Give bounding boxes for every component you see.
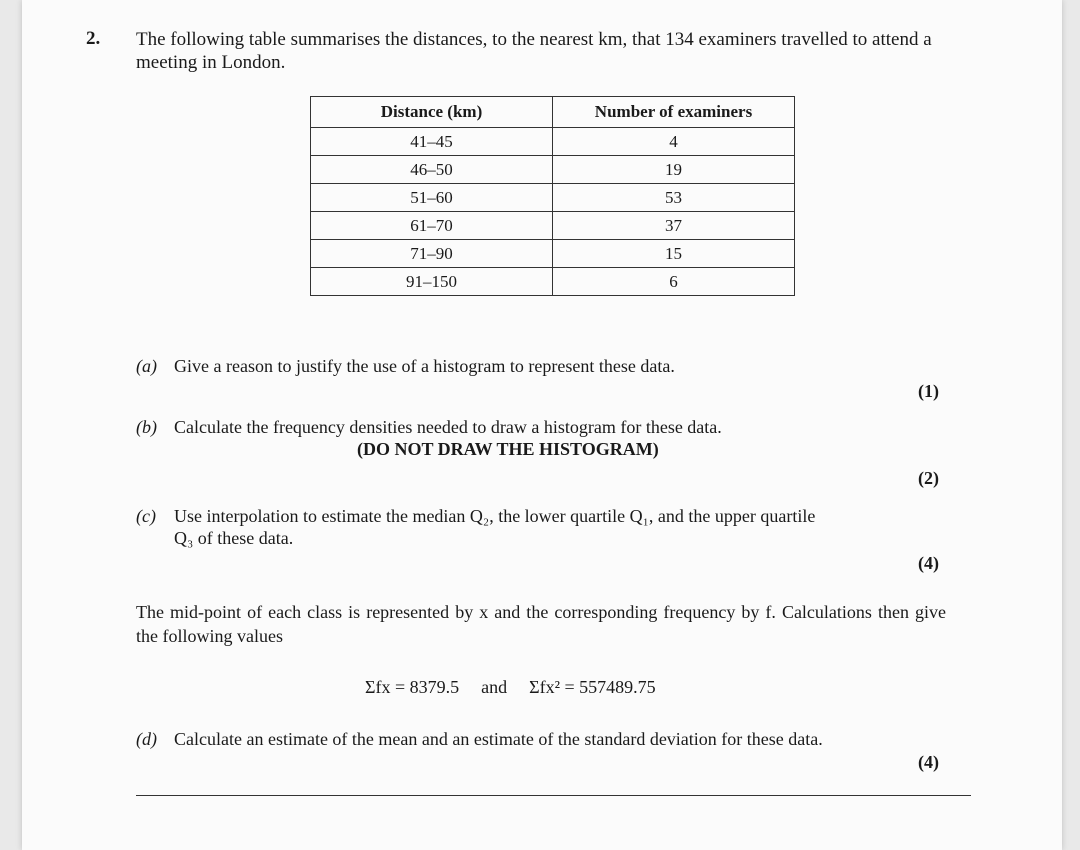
distance-cell: 46–50 [311, 156, 553, 184]
table-row [311, 156, 795, 184]
distance-table [310, 96, 795, 296]
header-examiners: Number of examiners [553, 97, 795, 128]
count-cell: 37 [553, 212, 795, 240]
part-c-marks: (4) [918, 553, 939, 573]
table-row [311, 240, 795, 268]
table-row [311, 184, 795, 212]
count-cell: 6 [553, 268, 795, 296]
part-c-label: (c) [136, 506, 156, 526]
part-c-text-line2: Q₃ of these data. [174, 528, 294, 548]
table-row [311, 128, 795, 156]
part-a-marks: (1) [918, 381, 939, 401]
midpoint-paragraph: The mid-point of each class is represented by x and the corresponding frequency by f. Calculations then give the following values [136, 602, 946, 646]
bottom-rule [136, 795, 971, 796]
count-cell: 15 [553, 240, 795, 268]
sum-and: and [481, 677, 508, 697]
part-a-text: Give a reason to justify the use of a histogram to represent these data. [174, 356, 675, 376]
table-row [311, 212, 795, 240]
table-header-row [311, 97, 795, 128]
part-a-label: (a) [136, 356, 157, 376]
count-cell: 53 [553, 184, 795, 212]
part-b-note: (DO NOT DRAW THE HISTOGRAM) [357, 439, 659, 459]
part-b-marks: (2) [918, 468, 939, 488]
count-cell: 4 [553, 128, 795, 156]
distance-cell: 51–60 [311, 184, 553, 212]
part-d-marks: (4) [918, 752, 939, 772]
sum-fx2: Σfx² = 557489.75 [529, 677, 656, 697]
distance-cell: 91–150 [311, 268, 553, 296]
count-cell: 19 [553, 156, 795, 184]
header-distance: Distance (km) [311, 97, 553, 128]
sums-line [365, 677, 656, 698]
question-intro: The following table summarises the distances, to the nearest km, that 134 examiners travelled to attend a meeting in London. [136, 29, 932, 73]
part-d-label: (d) [136, 729, 157, 749]
sum-fx: Σfx = 8379.5 [365, 677, 460, 697]
part-d-text: Calculate an estimate of the mean and an estimate of the standard deviation for these data. [174, 729, 823, 749]
distance-cell: 61–70 [311, 212, 553, 240]
distance-cell: 71–90 [311, 240, 553, 268]
table-row [311, 268, 795, 296]
part-b-text: Calculate the frequency densities needed to draw a histogram for these data. [174, 417, 722, 437]
distance-cell: 41–45 [311, 128, 553, 156]
question-number: 2. [86, 28, 101, 49]
part-b-label: (b) [136, 417, 157, 437]
part-c-text-line1: Use interpolation to estimate the median Q₂, the lower quartile Q₁, and the upper quartile [174, 506, 816, 526]
